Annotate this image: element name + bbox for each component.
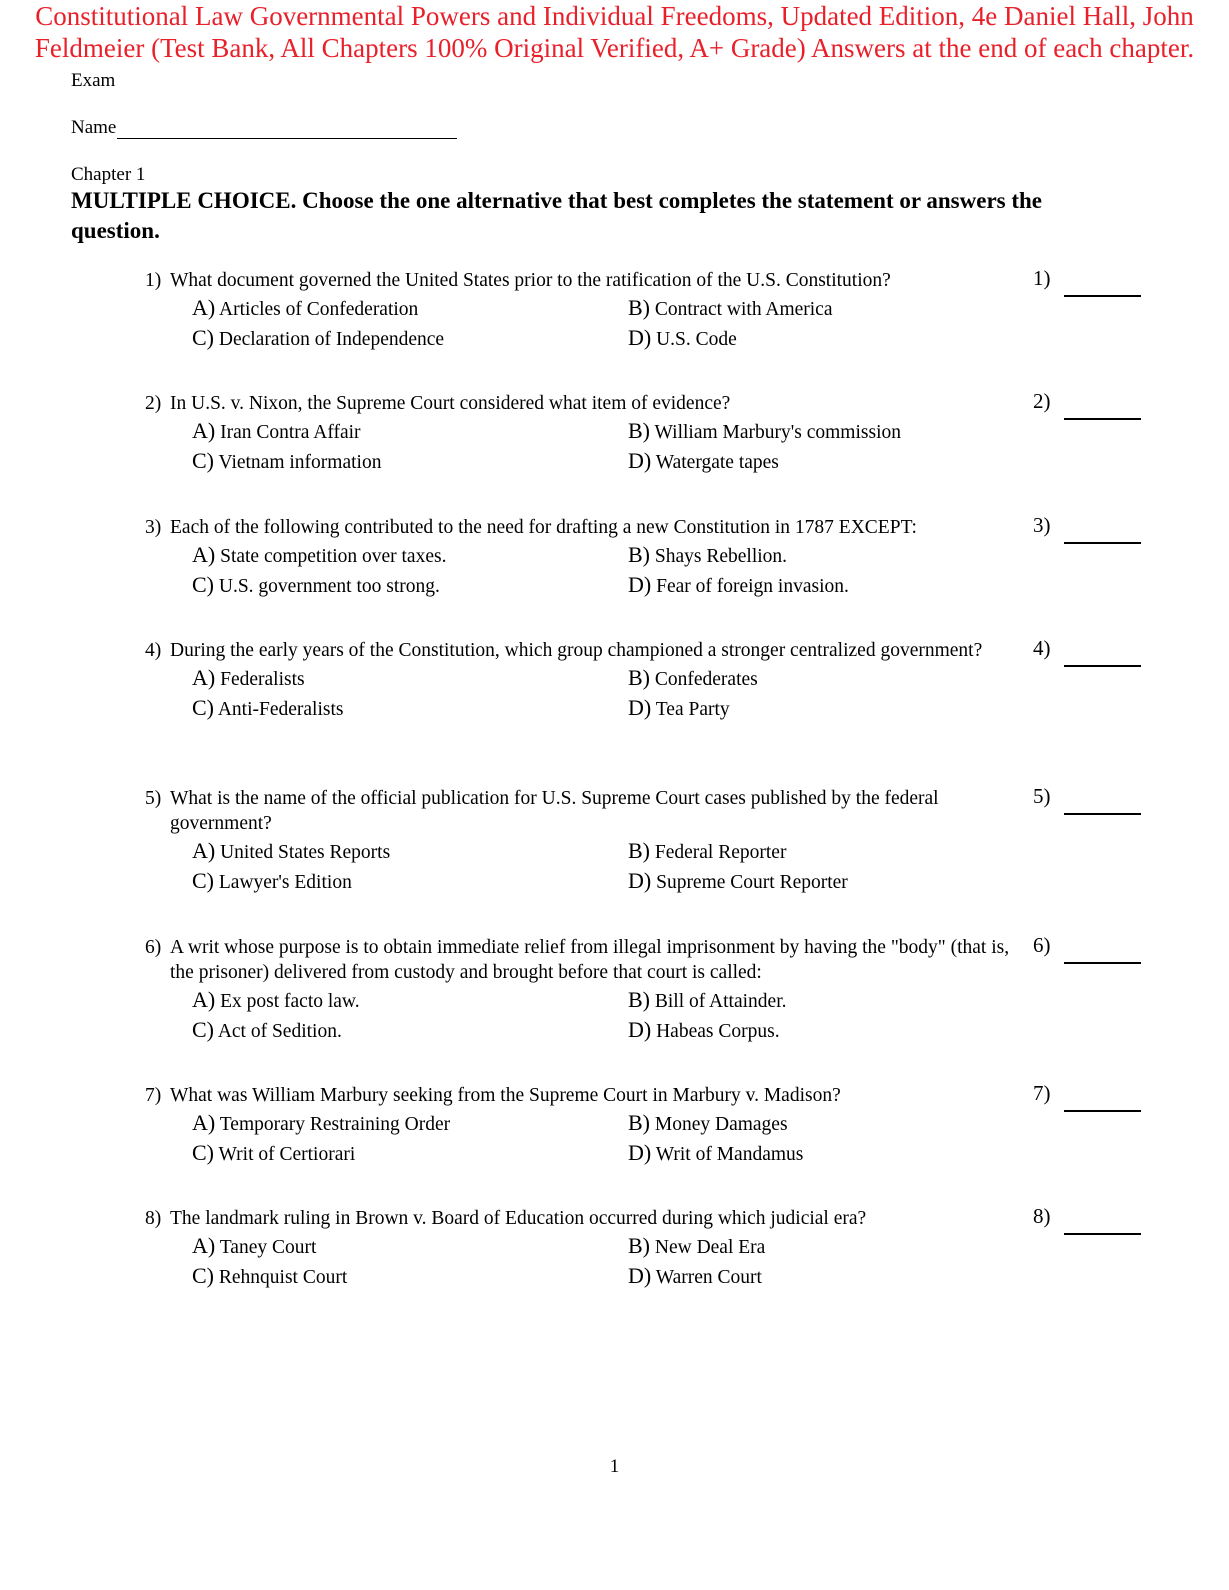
answer-number-5: 5) xyxy=(1033,784,1051,808)
option-a: A) State competition over taxes. xyxy=(192,542,447,567)
question-number: 8) xyxy=(145,1208,162,1229)
option-b: B) Bill of Attainder. xyxy=(628,987,787,1012)
answer-number-8: 8) xyxy=(1033,1204,1051,1228)
option-a: A) Articles of Confederation xyxy=(192,295,419,320)
answer-blank-3[interactable] xyxy=(1064,542,1141,544)
chapter-label: Chapter 1 xyxy=(71,164,146,185)
answer-number-1: 1) xyxy=(1033,266,1051,290)
answer-number-2: 2) xyxy=(1033,389,1051,413)
answer-number-3: 3) xyxy=(1033,513,1051,537)
question-number: 6) xyxy=(145,937,162,958)
option-d: D) Watergate tapes xyxy=(628,448,779,473)
answer-blank-1[interactable] xyxy=(1064,295,1141,297)
option-b: B) William Marbury's commission xyxy=(628,418,901,443)
option-a: A) Taney Court xyxy=(192,1233,317,1258)
question-number: 4) xyxy=(145,640,162,661)
question-6 xyxy=(145,935,1145,1047)
option-c: C) Vietnam information xyxy=(192,448,382,473)
question-number: 3) xyxy=(145,517,162,538)
option-b: B) Federal Reporter xyxy=(628,838,787,863)
name-label: Name xyxy=(71,117,117,138)
question-text: What was William Marbury seeking from the Supreme Court in Marbury v. Madison? xyxy=(170,1085,841,1106)
question-5 xyxy=(145,786,1145,898)
answer-blank-4[interactable] xyxy=(1064,665,1141,667)
option-a: A) Federalists xyxy=(192,665,305,690)
option-d: D) U.S. Code xyxy=(628,325,737,350)
question-text: In U.S. v. Nixon, the Supreme Court considered what item of evidence? xyxy=(170,393,731,414)
option-c: C) U.S. government too strong. xyxy=(192,572,440,597)
option-a: A) Iran Contra Affair xyxy=(192,418,361,443)
exam-label: Exam xyxy=(71,70,116,91)
option-b: B) Shays Rebellion. xyxy=(628,542,788,567)
option-d: D) Habeas Corpus. xyxy=(628,1017,780,1042)
question-1 xyxy=(145,268,1145,355)
option-d: D) Fear of foreign invasion. xyxy=(628,572,849,597)
answer-blank-6[interactable] xyxy=(1064,962,1141,964)
name-blank-line xyxy=(117,120,457,139)
question-4 xyxy=(145,638,1145,725)
option-c: C) Rehnquist Court xyxy=(192,1263,348,1288)
option-b: B) New Deal Era xyxy=(628,1233,766,1258)
question-7 xyxy=(145,1083,1145,1170)
option-c: C) Lawyer's Edition xyxy=(192,868,352,893)
question-3 xyxy=(145,515,1145,602)
document-title-banner: Constitutional Law Governmental Powers and Individual Freedoms, Updated Edition, 4e Daniel Hall, John Feldmeier (Test Bank, All Chapters 100% Original Verified, A+ Grade) Answers at the end of each chapter. xyxy=(34,1,1195,63)
question-number: 7) xyxy=(145,1085,162,1106)
answer-number-7: 7) xyxy=(1033,1081,1051,1105)
name-field-row xyxy=(71,117,457,139)
page-number: 1 xyxy=(609,1456,620,1477)
question-number: 1) xyxy=(145,270,162,291)
answer-number-4: 4) xyxy=(1033,636,1051,660)
question-number: 2) xyxy=(145,393,162,414)
option-a: A) Ex post facto law. xyxy=(192,987,360,1012)
question-text: What is the name of the official publication for U.S. Supreme Court cases published by the federal government? xyxy=(170,788,939,834)
option-a: A) Temporary Restraining Order xyxy=(192,1110,451,1135)
section-instructions: MULTIPLE CHOICE. Choose the one alternative that best completes the statement or answers the question. xyxy=(71,188,1043,243)
answer-blank-5[interactable] xyxy=(1064,813,1141,815)
question-2 xyxy=(145,391,1145,478)
option-d: D) Tea Party xyxy=(628,695,730,720)
option-c: C) Declaration of Independence xyxy=(192,325,445,350)
question-text: What document governed the United States prior to the ratification of the U.S. Constitution? xyxy=(170,270,891,291)
question-number: 5) xyxy=(145,788,162,809)
option-c: C) Anti-Federalists xyxy=(192,695,344,720)
option-c: C) Act of Sedition. xyxy=(192,1017,342,1042)
option-c: C) Writ of Certiorari xyxy=(192,1140,356,1165)
option-b: B) Contract with America xyxy=(628,295,833,320)
question-8 xyxy=(145,1206,1145,1293)
option-d: D) Writ of Mandamus xyxy=(628,1140,804,1165)
option-a: A) United States Reports xyxy=(192,838,391,863)
answer-number-6: 6) xyxy=(1033,933,1051,957)
question-text: Each of the following contributed to the need for drafting a new Constitution in 1787 EXCEPT: xyxy=(170,517,917,538)
option-d: D) Supreme Court Reporter xyxy=(628,868,848,893)
option-d: D) Warren Court xyxy=(628,1263,762,1288)
answer-blank-8[interactable] xyxy=(1064,1233,1141,1235)
question-text: During the early years of the Constitution, which group championed a stronger centralized government? xyxy=(170,640,983,661)
option-b: B) Money Damages xyxy=(628,1110,788,1135)
question-text: The landmark ruling in Brown v. Board of Education occurred during which judicial era? xyxy=(170,1208,867,1229)
question-text: A writ whose purpose is to obtain immediate relief from illegal imprisonment by having the "body" (that is, the prisoner) delivered from custody and brought before that court is called: xyxy=(170,937,1010,983)
answer-blank-2[interactable] xyxy=(1064,418,1141,420)
option-b: B) Confederates xyxy=(628,665,758,690)
answer-blank-7[interactable] xyxy=(1064,1110,1141,1112)
